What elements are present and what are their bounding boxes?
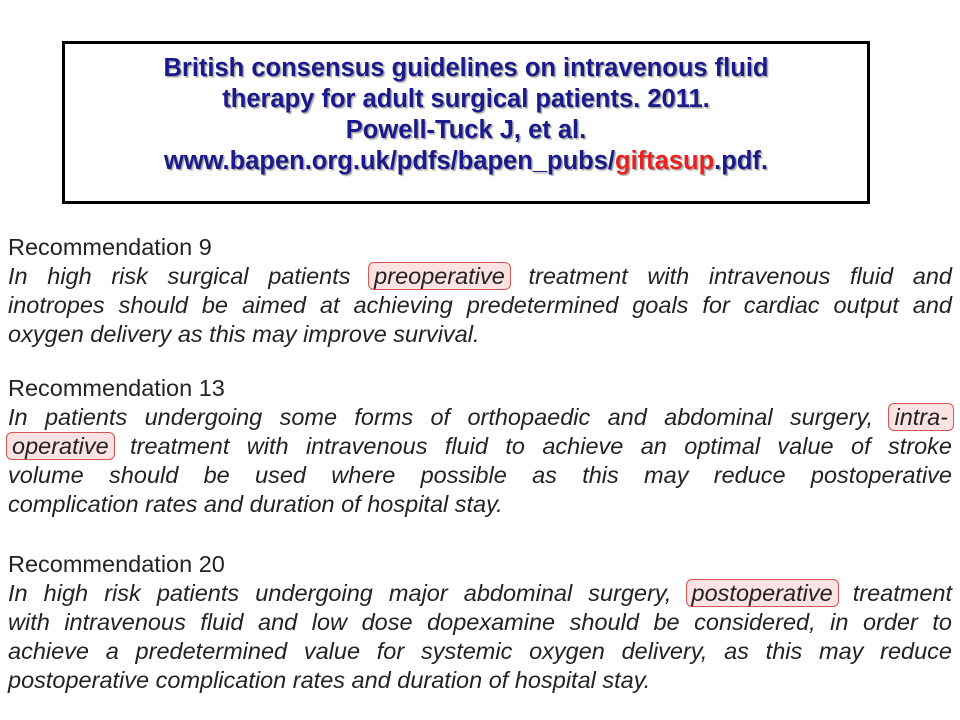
recommendation-13 xyxy=(8,374,952,519)
rec-line: inotropes should be aimed at achieving predetermined goals for cardiac output and xyxy=(8,292,952,318)
rec-text: In patients undergoing some forms of orthopaedic and abdominal surgery, xyxy=(8,404,874,430)
rec-text: treatment with intravenous fluid to achieve an optimal value of stroke xyxy=(130,433,953,459)
url-highlight: giftasup xyxy=(615,147,715,175)
rec-text: treatment with intravenous fluid and xyxy=(528,263,952,289)
highlight-operative: operative xyxy=(6,432,115,460)
rec-text: In high risk surgical patients xyxy=(8,263,351,289)
recommendation-body xyxy=(8,579,952,695)
recommendation-heading: Recommendation 20 xyxy=(8,551,225,577)
highlight-intra: intra- xyxy=(888,403,954,431)
recommendation-body xyxy=(8,403,952,519)
rec-line: achieve a predetermined value for systemic oxygen delivery, as this may reduce xyxy=(8,638,952,664)
url-prefix: www.bapen.org.uk/pdfs/bapen_pubs/ xyxy=(163,147,615,175)
recommendation-heading: Recommendation 9 xyxy=(8,234,212,260)
recommendation-heading: Recommendation 13 xyxy=(8,375,225,401)
title-line-2: therapy for adult surgical patients. 2011. xyxy=(222,85,710,113)
rec-line: volume should be used where possible as this may reduce postoperative xyxy=(8,462,952,488)
url-suffix: .pdf. xyxy=(714,147,768,175)
rec-line: with intravenous fluid and low dose dopexamine should be considered, in order to xyxy=(8,609,952,635)
rec-line: complication rates and duration of hospital stay. xyxy=(8,491,503,517)
rec-line xyxy=(8,403,952,432)
title-url xyxy=(65,146,867,177)
rec-line: oxygen delivery as this may improve survival. xyxy=(8,321,480,347)
citation-title-box xyxy=(62,41,870,204)
recommendation-9 xyxy=(8,233,952,349)
rec-line xyxy=(8,579,952,608)
highlight-postoperative: postoperative xyxy=(686,579,839,607)
rec-line xyxy=(8,432,952,461)
recommendation-20 xyxy=(8,550,952,695)
rec-line xyxy=(8,262,952,291)
highlight-preoperative: preoperative xyxy=(368,262,511,290)
title-line-1: British consensus guidelines on intravenous fluid xyxy=(163,54,769,82)
rec-text: treatment xyxy=(852,580,953,606)
rec-line: postoperative complication rates and duration of hospital stay. xyxy=(8,667,651,693)
recommendation-body xyxy=(8,262,952,349)
rec-text: In high risk patients undergoing major abdominal surgery, xyxy=(8,580,672,606)
title-line-3-authors: Powell-Tuck J, et al. xyxy=(345,116,587,144)
